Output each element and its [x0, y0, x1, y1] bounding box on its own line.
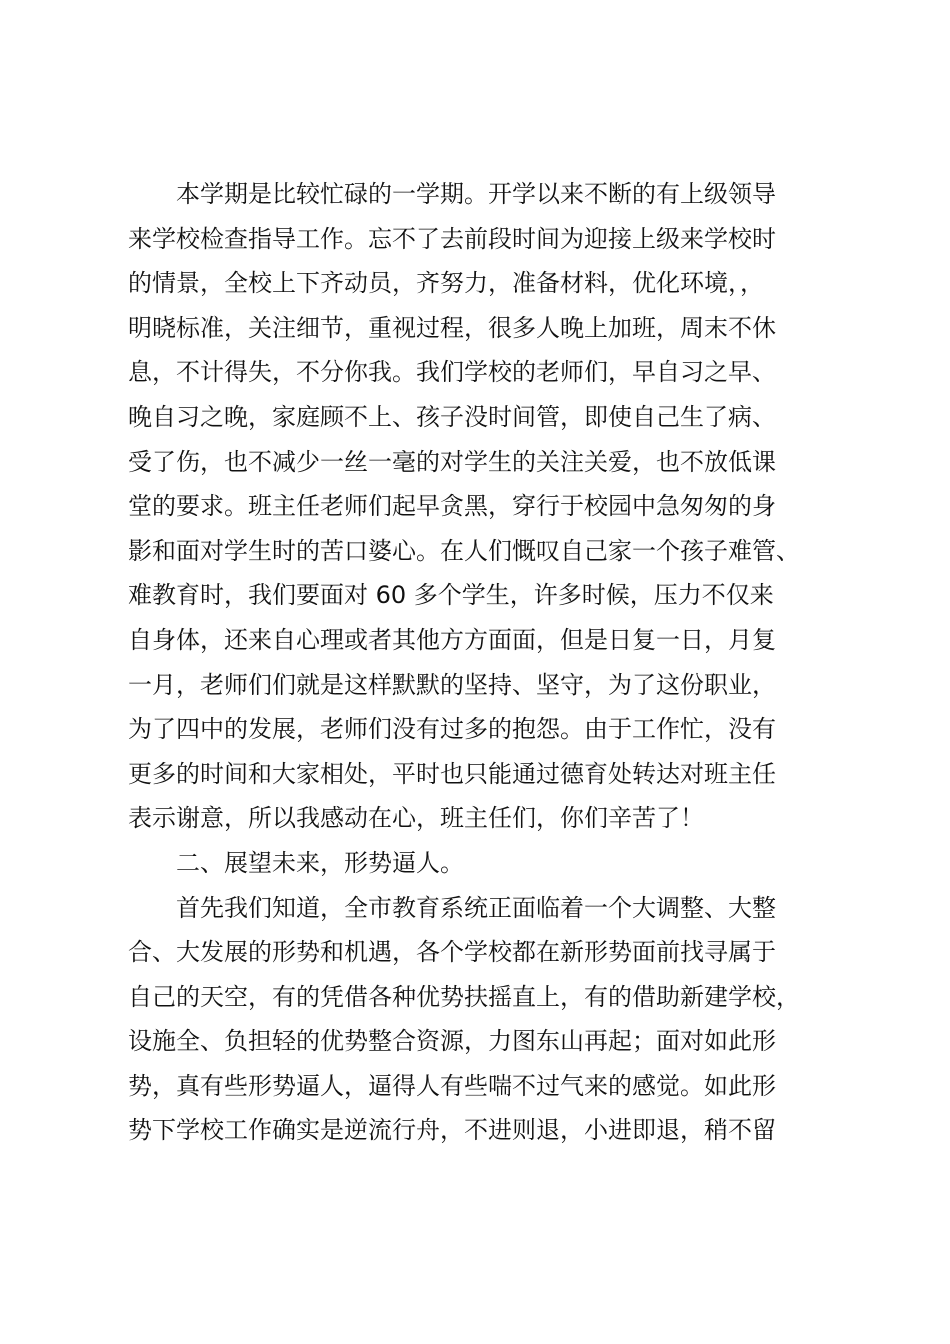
paragraph-line: 来学校检查指导工作。忘不了去前段时间为迎接上级来学校时 [128, 224, 776, 253]
body-text [128, 172, 848, 1153]
paragraph-line: 本学期是比较忙碌的一学期。开学以来不断的有上级领导 [176, 180, 776, 208]
section-heading: 二、展望未来，形势逼人。 [176, 848, 464, 877]
paragraph-line: 受了伤，也不减少一丝一毫的对学生的关注关爱，也不放低课 [128, 447, 776, 476]
paragraph-line: 的情景，全校上下齐动员，齐努力，准备材料，优化环境，， [128, 269, 764, 298]
paragraph-line: 难教育时，我们要面对 60 多个学生，许多时候，压力不仅来 [128, 581, 774, 610]
paragraph-line: 势，真有些形势逼人，逼得人有些喘不过气来的感觉。如此形 [128, 1071, 776, 1100]
paragraph-line: 表示谢意，所以我感动在心，班主任们，你们辛苦了！ [128, 804, 704, 833]
paragraph-line: 影和面对学生时的苦口婆心。在人们慨叹自己家一个孩子难管、 [128, 536, 800, 565]
paragraph-line: 为了四中的发展，老师们没有过多的抱怨。由于工作忙，没有 [128, 715, 776, 744]
paragraph-line: 明晓标准，关注细节，重视过程，很多人晚上加班，周末不休 [128, 313, 776, 342]
paragraph-line: 自己的天空，有的凭借各种优势扶摇直上，有的借助新建学校， [128, 982, 800, 1011]
paragraph-line: 自身体，还来自心理或者其他方方面面，但是日复一日，月复 [128, 625, 776, 654]
paragraph-line: 堂的要求。班主任老师们起早贪黑，穿行于校园中急匆匆的身 [128, 492, 776, 521]
paragraph-line: 设施全、负担轻的优势整合资源，力图东山再起；面对如此形 [128, 1027, 776, 1056]
paragraph-line: 势下学校工作确实是逆流行舟，不进则退，小进即退，稍不留 [128, 1116, 776, 1145]
paragraph-line: 一月，老师们们就是这样默默的坚持、坚守，为了这份职业， [128, 670, 776, 699]
paragraph-line: 息，不计得失，不分你我。我们学校的老师们，早自习之早、 [128, 358, 776, 387]
paragraph-line: 更多的时间和大家相处，平时也只能通过德育处转达对班主任 [128, 759, 776, 788]
paragraph-line: 晚自习之晚，家庭顾不上、孩子没时间管，即使自己生了病、 [128, 402, 776, 431]
paragraph-line: 合、大发展的形势和机遇，各个学校都在新形势面前找寻属于 [128, 938, 776, 967]
paragraph-line: 首先我们知道，全市教育系统正面临着一个大调整、大整 [176, 893, 776, 922]
